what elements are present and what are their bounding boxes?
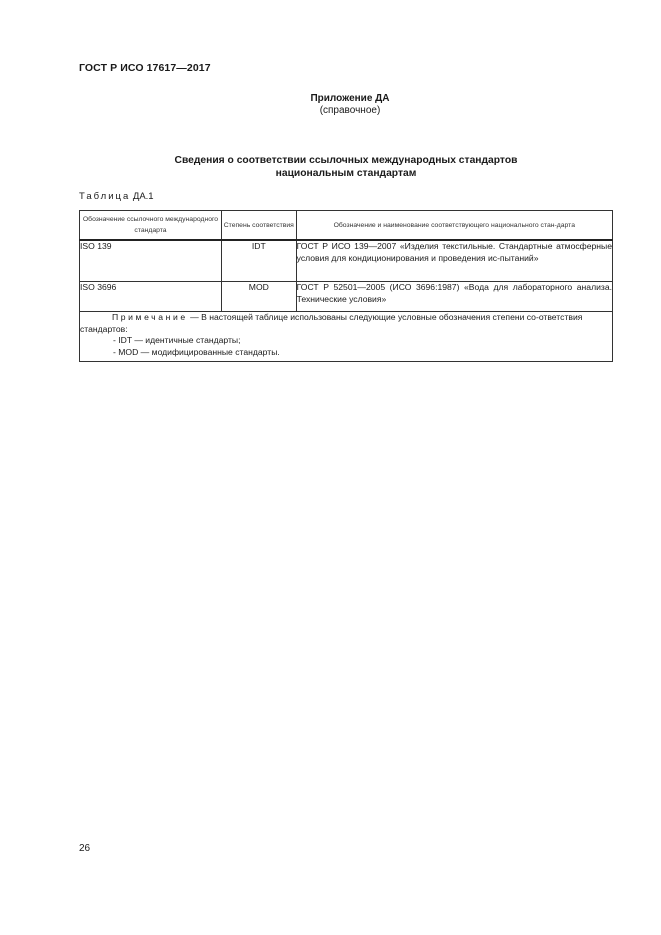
page-number: 26 [79, 843, 91, 854]
cell-reference-standard: ISO 139 [80, 240, 222, 282]
note-label: Примечание [112, 312, 188, 322]
cell-degree: MOD [222, 282, 297, 312]
note-body: — В настоящей таблице использованы следующие условные обозначения степени со-ответствия стандартов: [80, 312, 583, 334]
note-text [80, 312, 612, 335]
table-row [80, 282, 613, 312]
table-note-row [80, 312, 613, 362]
cell-national-standard: ГОСТ Р 52501—2005 (ИСО 3696:1987) «Вода для лабораторного анализа. Технические условия» [296, 282, 612, 312]
table-row [80, 240, 613, 282]
cell-reference-standard: ISO 3696 [80, 282, 222, 312]
table-note [80, 312, 613, 362]
column-header-degree: Степень соответствия [222, 211, 297, 241]
document-code-header: ГОСТ Р ИСО 17617—2017 [79, 62, 211, 74]
table-caption-number: ДА.1 [132, 191, 154, 202]
section-heading-line-2: национальным стандартам [275, 168, 417, 179]
column-header-national-standard: Обозначение и наименование соответствующего национального стан-дарта [296, 211, 612, 241]
cell-national-standard: ГОСТ Р ИСО 139—2007 «Изделия текстильные. Стандартные атмосферные условия для кондиционирования и проведения ис-пытаний» [296, 240, 612, 282]
table-caption-prefix: Таблица [79, 191, 131, 202]
annex-subtitle: (справочное) [319, 105, 381, 116]
column-header-reference-standard: Обозначение ссылочного международного стандарта [80, 211, 222, 241]
cell-degree: IDT [222, 240, 297, 282]
annex-title: Приложение ДА [310, 93, 390, 104]
note-item: - IDT — идентичные стандарты; [113, 335, 241, 345]
note-item: - MOD — модифицированные стандарты. [113, 346, 280, 357]
table-header-row [80, 211, 613, 241]
section-heading-line-1: Сведения о соответствии ссылочных международных стандартов [174, 155, 518, 166]
table-caption [79, 191, 154, 202]
standards-correspondence-table [79, 210, 613, 362]
